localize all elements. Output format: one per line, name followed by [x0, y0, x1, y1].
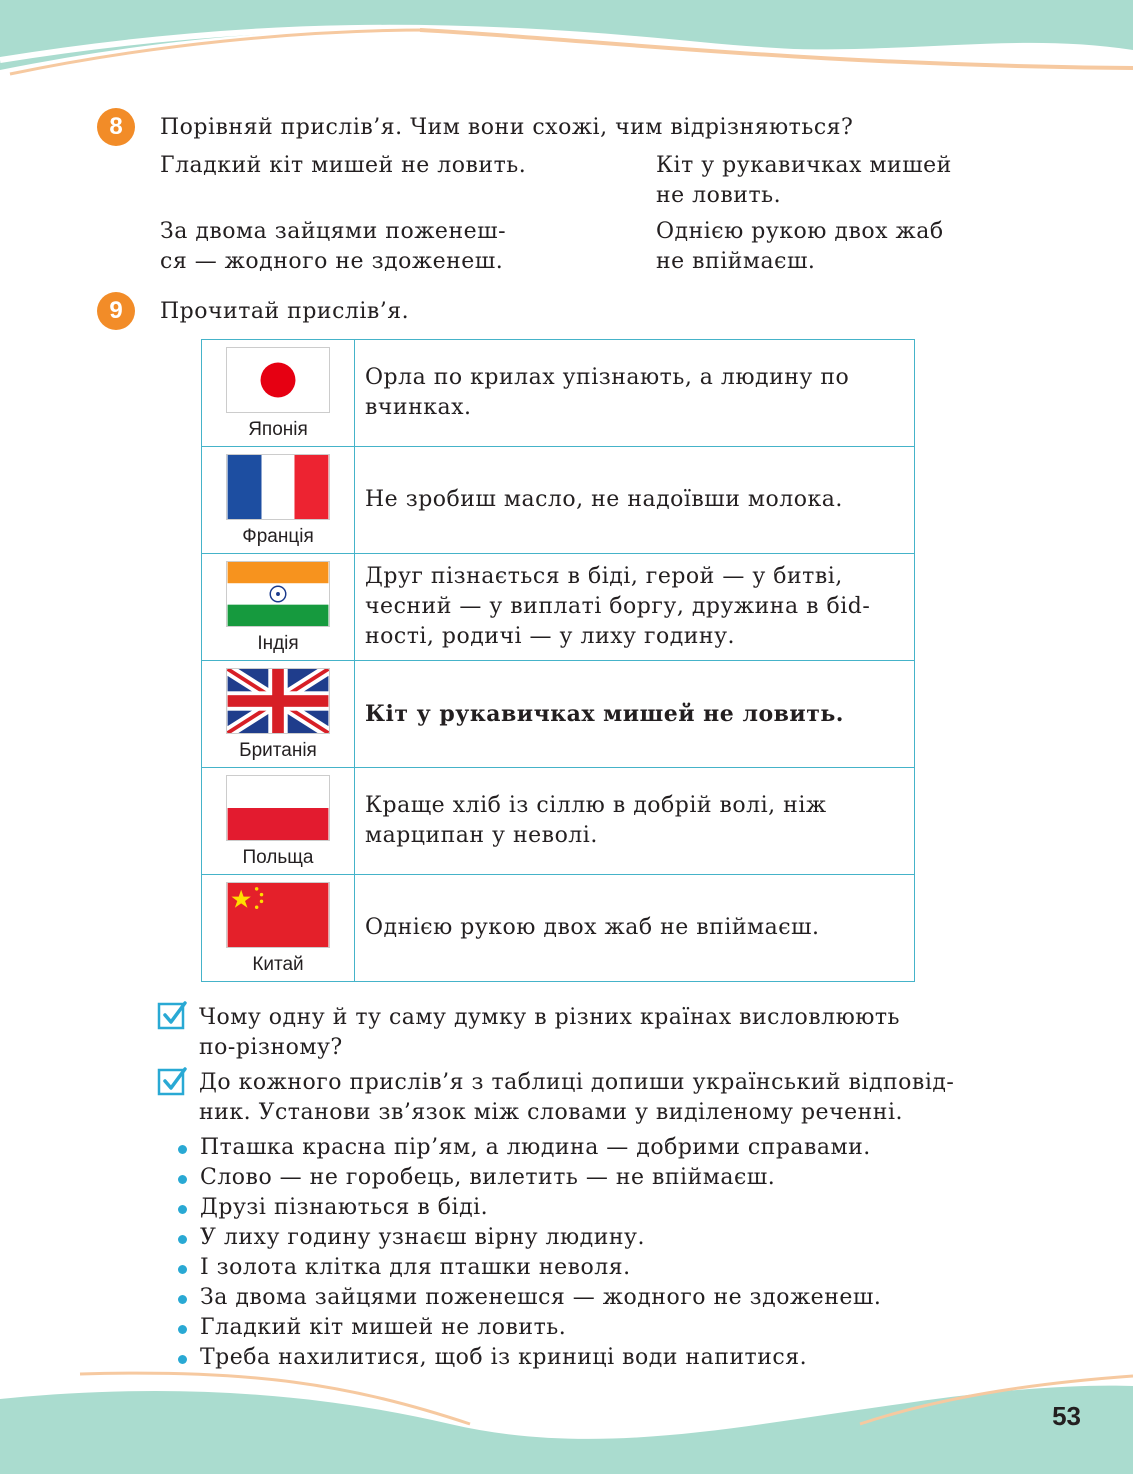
task-question-2: До кожного прислів’я з таблиці допиши український відповід- ник. Установи зв’язок між словами у виділеному реченні. [199, 1070, 955, 1125]
flag-cell [202, 340, 355, 447]
bullet-icon [178, 1265, 187, 1274]
exercise-number-badge: 9 [97, 292, 135, 330]
list-item: Гладкий кіт мишей не ловить. [177, 1313, 881, 1343]
table-row [202, 447, 915, 554]
bullet-icon [178, 1295, 187, 1304]
proverb-right-2: Однією рукою двох жаб не впіймаєш. [656, 219, 944, 274]
bottom-wave-decoration [0, 1364, 1133, 1474]
country-label: Індія [257, 633, 299, 654]
uk-flag-icon [226, 668, 330, 734]
flag-cell [202, 447, 355, 554]
proverb-text: Однією рукою двох жаб не впіймаєш. [355, 875, 915, 982]
list-item: Слово — не горобець, вилетить — не впіймаєш. [177, 1163, 881, 1193]
list-item: За двома зайцями поженешся — жодного не здоженеш. [177, 1283, 881, 1313]
exercise-8-title: Порівняй прислів’я. Чим вони схожі, чим відрізняються? [160, 115, 854, 140]
bullet-icon [178, 1205, 187, 1214]
exercise-number-badge: 8 [97, 108, 135, 146]
exercise-9-title: Прочитай прислів’я. [160, 299, 410, 324]
country-label: Польща [242, 847, 314, 868]
proverb-text: Друг пізнається в біді, герой — у битві, чесний — у виплаті боргу, дружина в біd- ності, родичі — у лиху годину. [355, 554, 915, 661]
country-label: Китай [252, 954, 304, 975]
bullet-icon [178, 1235, 187, 1244]
checkbox-icon [157, 1067, 187, 1097]
india-flag-icon [226, 561, 330, 627]
checkbox-icon [157, 1001, 187, 1031]
proverb-text: Краще хліб із сіллю в добрій волі, ніж марципан у неволі. [355, 768, 915, 875]
bullet-icon [178, 1355, 187, 1364]
country-label: Японія [248, 419, 308, 440]
poland-flag-icon [226, 775, 330, 841]
list-item: У лиху годину узнаєш вірну людину. [177, 1223, 881, 1253]
list-item: І золота клітка для пташки неволя. [177, 1253, 881, 1283]
proverb-right-1: Кіт у рукавичках мишей не ловить. [656, 153, 952, 208]
table-row [202, 875, 915, 982]
list-item: Пташка красна пір’ям, а людина — добрими справами. [177, 1133, 881, 1163]
table-row [202, 340, 915, 447]
proverb-left-1: Гладкий кіт мишей не ловить. [160, 153, 527, 178]
flag-cell [202, 768, 355, 875]
country-label: Франція [242, 526, 314, 547]
flag-cell [202, 554, 355, 661]
ukrainian-proverbs-list [177, 1133, 881, 1373]
bullet-icon [178, 1175, 187, 1184]
table-row [202, 554, 915, 661]
table-row [202, 768, 915, 875]
page-number: 53 [1052, 1401, 1081, 1431]
proverb-text: Не зробиш масло, не надоївши молока. [355, 447, 915, 554]
top-wave-decoration [0, 0, 1133, 90]
bullet-icon [178, 1325, 187, 1334]
proverbs-table [201, 339, 915, 982]
japan-flag-icon [226, 347, 330, 413]
list-item: Треба нахилитися, щоб із криниці води напитися. [177, 1343, 881, 1373]
proverb-left-2: За двома зайцями поженеш- ся — жодного не здоженеш. [160, 219, 507, 274]
table-row [202, 661, 915, 768]
proverb-text: Кіт у рукавичках мишей не ловить. [355, 661, 915, 768]
flag-cell [202, 875, 355, 982]
france-flag-icon [226, 454, 330, 520]
china-flag-icon [226, 882, 330, 948]
list-item: Друзі пізнаються в біді. [177, 1193, 881, 1223]
proverb-text: Орла по крилах упізнають, а людину по вчинках. [355, 340, 915, 447]
country-label: Британія [239, 740, 317, 761]
bullet-icon [178, 1145, 187, 1154]
flag-cell [202, 661, 355, 768]
task-question-1: Чому одну й ту саму думку в різних країнах висловлюють по-різному? [199, 1005, 901, 1060]
